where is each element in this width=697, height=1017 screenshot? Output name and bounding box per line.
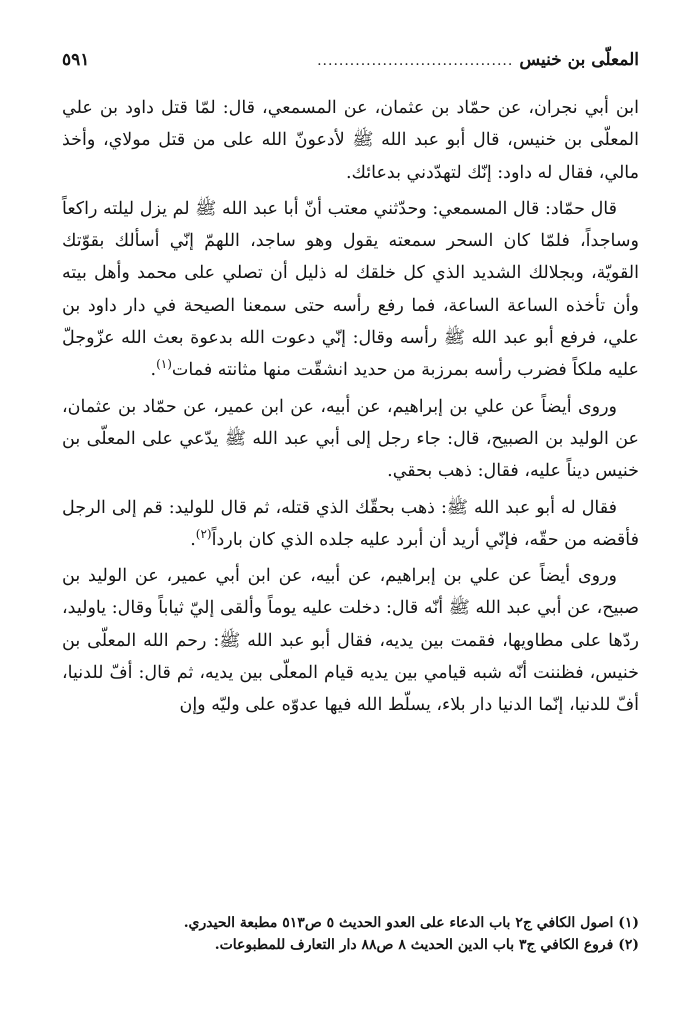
page-number: ٥٩١ (62, 50, 90, 70)
running-header (62, 50, 639, 76)
paragraph: وروى أيضاً عن علي بن إبراهيم، عن أبيه، عن ابن أبي عمير، عن الوليد بن صبيح، عن أبي عبد الله ﷺ أنّه قال: دخلت عليه يوماً وألقى إليّ ثياباً وقال: ياوليد، ردّها على مطاويها، فقمت بين يديه، فقال أبو عبد الله ﷺ: رحم الله المعلّى بن خنيس، فظننت أنّه شبه قيامي بين يديه قيام المعلّى بين يديه، ثم قال: أفّ للدنيا، أفّ للدنيا، إنّما الدنيا دار بلاء، يسلّط الله فيها عدوّه على وليّه وإن (62, 566, 639, 716)
leader-dots: .................................... (317, 53, 514, 69)
paragraph: فقال له أبو عبد الله ﷺ: ذهب بحقّك الذي قتله، ثم قال للوليد: قم إلى الرجل فأقضه من حقّه، فإنّي أريد أن أبرد عليه جلده الذي كان بارداً$^{(٢)}$. (62, 497, 639, 550)
paragraph: قال حمّاد: قال المسمعي: وحدّثني معتب أنّ أبا عبد الله ﷺ لم يزل ليلته راكعاً وساجداً، فلمّا كان السحر سمعته يقول وهو ساجد، اللهمّ إنّي أسألك بقوّتك القويّة، وبجلالك الشديد الذي كل خلقك له ذليل أن تصلي على محمد وأهل بيته وأن تأخذه الساعة الساعة، فما رفع رأسه حتى سمعنا الصيحة في دار داود بن علي، فرفع أبو عبد الله ﷺ رأسه وقال: إنّي دعوت الله بدعوة بعث الله عزّوجلّ عليه ملكاً فضرب رأسه بمرزبة من حديد انشقّت منها مثانته فمات$^{(١)}$. (62, 198, 639, 381)
chapter-title: المعلّى بن خنيس (519, 50, 639, 70)
main-text (62, 92, 639, 722)
paragraph: ابن أبي نجران، عن حمّاد بن عثمان، عن المسمعي، قال: لمّا قتل داود بن علي المعلّى بن خنيس، قال أبو عبد الله ﷺ لأدعونّ الله على من قتل مولاي، وأخذ مالي، فقال له داود: إنّك لتهدّدني بدعائك. (62, 98, 639, 183)
paragraph: وروى أيضاً عن علي بن إبراهيم، عن أبيه، عن ابن عمير، عن حمّاد بن عثمان، عن الوليد بن الصبيح، قال: جاء رجل إلى أبي عبد الله ﷺ يدّعي على المعلّى بن خنيس ديناً عليه، فقال: ذهب بحقي. (62, 396, 639, 482)
footnotes (62, 912, 639, 956)
footnote: (١) اصول الكافي ج٢ باب الدعاء على العدو الحديث ٥ ص٥١٣ مطبعة الحيدري. (183, 915, 639, 931)
footnote: (٢) فروع الكافي ج٣ باب الدين الحديث ٨ ص٨٨ دار التعارف للمطبوعات. (214, 937, 639, 953)
footnote-ref: (١) (156, 357, 172, 372)
footnote-ref: (٢) (195, 527, 212, 542)
